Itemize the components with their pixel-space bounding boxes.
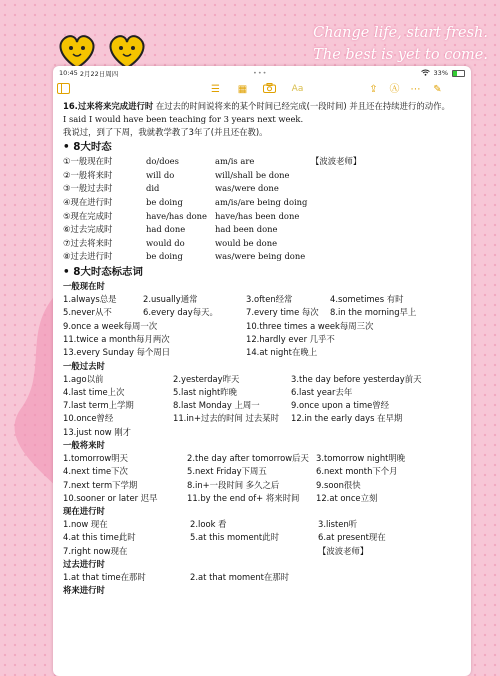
tense-row [63,196,463,210]
tense-cell-c2: had been done [215,224,278,235]
heart-left-icon [61,36,94,68]
status-bar [53,66,471,80]
marker-item: 1.ago以前 [63,373,104,384]
future-continuous-title: 将来进行时 [63,585,105,596]
tense-cell-c1: be doing [146,197,183,208]
markers-heading: • 8大时态标志词 [63,266,143,279]
multitask-dots-icon[interactable]: ••• [253,69,268,77]
table-icon[interactable]: ▦ [237,84,248,95]
wave-decoration [0,290,60,490]
markup-icon[interactable]: Ⓐ [389,84,400,95]
marker-item: 11.in+过去的时间 过去某时 [173,413,280,424]
marker-row [63,412,463,425]
tense-row [63,250,463,264]
marker-item: 2.usually通常 [143,294,198,305]
marker-item: 11.twice a month每月两次 [63,333,170,344]
marker-row [63,426,463,439]
marker-item: 3.often经常 [246,294,293,305]
marker-item: 11.by the end of+ 将来时间 [187,492,300,503]
format-text-icon[interactable]: Aa [291,84,304,94]
marker-row [63,545,463,558]
sidebar-icon[interactable] [57,83,70,96]
tense-cell-c2: was/were done [215,183,279,194]
tense-cell-c2: am/is/are being doing [215,197,308,208]
marker-item: 1.always总是 [63,294,117,305]
tense-cell-c1: have/has done [146,210,207,221]
past-simple-title: 一般过去时 [63,360,105,371]
marker-item: 10.once曾经 [63,413,114,424]
marker-row [63,531,463,544]
past-simple-markers [63,373,463,439]
marker-item: 2.at that moment在那时 [190,572,290,583]
status-date: 2月22日周四 [79,69,119,78]
marker-item: 5.never从不 [63,307,112,318]
camera-icon[interactable] [263,83,276,96]
marker-row [63,306,463,319]
marker-item: 2.yesterday昨天 [173,373,240,384]
marker-item: 10.sooner or later 迟早 [63,492,158,503]
notes-toolbar [53,80,471,100]
marker-row [63,492,463,505]
present-continuous-title: 现在进行时 [63,506,105,517]
marker-row [63,333,463,346]
decoration-line-2: The best is yet to come. [313,47,488,63]
tense-cell-name: ⑧过去进行时 [63,251,113,262]
marker-item: 4.sometimes 有时 [330,294,404,305]
intro-title: 16.过来将来完成进行时 [63,101,154,111]
tense-cell-name: ④现在进行时 [63,197,113,208]
marker-item: 9.soon很快 [316,479,361,490]
marker-item: 9.once a week每周一次 [63,320,158,331]
marker-item: 7.next term下学期 [63,479,138,490]
marker-item: 14.at night在晚上 [246,347,318,358]
tense-cell-name: ⑤现在完成时 [63,210,113,221]
marker-row [63,320,463,333]
heart-right-icon [111,36,144,68]
tense-cell-c2: am/is are [215,156,255,167]
tense-row [63,237,463,251]
present-simple-title: 一般现在时 [63,281,105,292]
tense-row [63,155,463,169]
marker-item: 8.in+一段时间 多久之后 [187,479,280,490]
tense-cell-c1: did [146,183,160,194]
tense-row [63,169,463,183]
tense-cell-name: ②一般将来时 [63,169,113,180]
marker-item: 10.three times a week每周三次 [246,320,374,331]
tense-cell-c1: do/does [146,156,179,167]
marker-item: 7.every time 每次 [246,307,319,318]
tense-cell-c1: be doing [146,251,183,262]
marker-row [63,479,463,492]
checklist-icon[interactable]: ☰ [211,84,220,95]
tense-cell-name: ①一般现在时 [63,156,113,167]
tense-row [63,182,463,196]
marker-item: 5.at this moment此时 [190,532,279,543]
future-simple-title: 一般将来时 [63,440,105,450]
notes-screen [53,66,471,676]
marker-row [63,386,463,399]
marker-item: 3.the day before yesterday前天 [291,373,422,384]
marker-item: 3.tomorrow night明晚 [316,453,406,463]
tense-cell-c1: would do [146,237,185,248]
marker-row [63,293,463,306]
intro-desc: 在过去的时间说将来的某个时间已经完成(一段时间) 并且还在持续进行的动作。 [155,101,450,111]
marker-item: 6.last year去年 [291,386,353,397]
marker-row [63,452,463,465]
tense-cell-c2: will/shall be done [215,169,290,180]
present-continuous-markers [63,518,463,558]
marker-row [63,346,463,359]
marker-row [63,571,463,584]
tense-cell-c1: had done [146,224,186,235]
wifi-icon [421,69,430,78]
battery-icon [452,70,465,77]
marker-item: 9.once upon a time曾经 [291,400,390,411]
more-icon[interactable]: ⋯ [410,84,421,95]
marker-item: 4.at this time此时 [63,532,136,543]
marker-item: 4.next time下次 [63,466,128,477]
marker-item: 12.at once立刻 [316,492,378,503]
tense-cell-c3: 【波波老师】 [311,156,362,167]
marker-row [63,399,463,412]
marker-item: 5.next Friday下周五 [187,466,267,477]
marker-item: 4.last time上次 [63,386,125,397]
note-content[interactable] [53,100,471,597]
marker-item: 【波波老师】 [318,545,369,556]
tense-cell-name: ⑦过去将来时 [63,237,113,248]
tense-cell-c2: would be done [215,237,278,248]
tense-cell-c2: was/were being done [215,251,306,262]
marker-item: 2.look 看 [190,519,227,530]
past-continuous-title: 过去进行时 [63,559,105,570]
marker-item: 13.every Sunday 每个周日 [63,347,171,358]
decoration-line-1: Change life, start fresh. [313,25,488,41]
tense-cell-c2: have/has been done [215,210,300,221]
tense-cell-name: ③一般过去时 [63,183,113,194]
tense-cell-name: ⑥过去完成时 [63,224,113,235]
decoration-text [313,22,488,66]
marker-item: 7.last term上学期 [63,400,134,411]
intro-example-en: I said I would have been teaching for 3 years next week. [63,114,304,125]
marker-item: 3.listen听 [318,519,358,530]
marker-item: 12.in the early days 在早期 [291,413,403,424]
marker-item: 8.in the morning早上 [330,307,417,318]
share-icon[interactable]: ⇪ [369,84,378,95]
marker-item: 8.last Monday 上周一 [173,400,260,411]
eight-tenses-table [63,155,463,264]
marker-row [63,518,463,531]
eight-tenses-heading: • 8大时态 [63,141,112,154]
present-simple-markers [63,293,463,359]
marker-item: 1.now 现在 [63,519,108,530]
marker-item: 1.at that time在那时 [63,572,146,583]
status-time: 10:45 [59,69,78,77]
past-continuous-markers [63,571,463,584]
tense-row [63,223,463,237]
marker-item: 6.next month下个月 [316,466,398,477]
marker-row [63,465,463,478]
tense-row [63,210,463,224]
marker-row [63,373,463,386]
marker-item: 12.hardly ever 几乎不 [246,333,335,344]
marker-item: 7.right now现在 [63,545,128,556]
marker-item: 5.last night昨晚 [173,386,238,397]
battery-percent: 33% [433,69,448,77]
future-simple-markers [63,452,463,505]
compose-icon[interactable]: ✎ [433,84,442,95]
intro-example-cn: 我说过，到了下周，我就教学教了3年了(并且还在教)。 [63,127,268,138]
tense-cell-c1: will do [146,169,175,180]
marker-item: 6.every day每天。 [143,307,218,318]
marker-item: 1.tomorrow明天 [63,453,128,463]
marker-item: 13.just now 刚才 [63,426,131,437]
intro-paragraph [63,100,463,113]
marker-item: 2.the day after tomorrow后天 [187,453,309,463]
marker-item: 6.at present现在 [318,532,386,543]
